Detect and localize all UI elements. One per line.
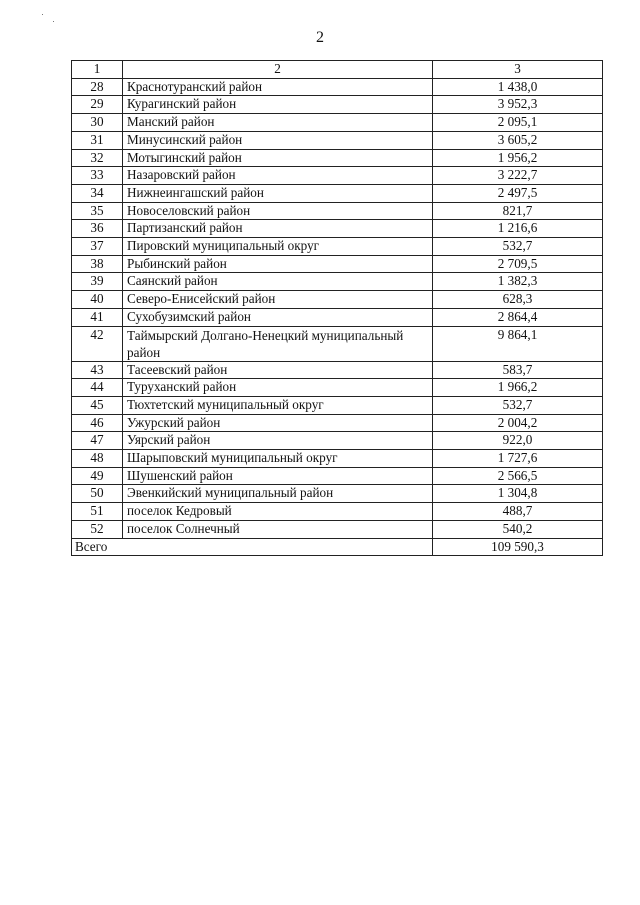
municipality-name: Мотыгинский район	[123, 149, 433, 167]
municipality-name: Минусинский район	[123, 131, 433, 149]
table-row	[72, 432, 603, 450]
row-number: 44	[72, 379, 123, 397]
allocation-value: 1 727,6	[433, 450, 603, 468]
table-row	[72, 131, 603, 149]
municipality-name: Новоселовский район	[123, 202, 433, 220]
allocation-value: 2 566,5	[433, 467, 603, 485]
row-number: 30	[72, 114, 123, 132]
total-label: Всего	[72, 538, 433, 556]
municipality-name: Ужурский район	[123, 414, 433, 432]
municipality-name: Сухобузимский район	[123, 308, 433, 326]
table-row	[72, 379, 603, 397]
municipality-name: Саянский район	[123, 273, 433, 291]
municipality-name: Шушенский район	[123, 467, 433, 485]
row-number: 48	[72, 450, 123, 468]
scan-speck	[53, 21, 54, 22]
municipality-name: Рыбинский район	[123, 255, 433, 273]
allocation-value: 540,2	[433, 520, 603, 538]
row-number: 35	[72, 202, 123, 220]
allocation-value: 2 004,2	[433, 414, 603, 432]
allocation-value: 3 605,2	[433, 131, 603, 149]
table-row	[72, 467, 603, 485]
municipality-name: Нижнеингашский район	[123, 184, 433, 202]
page-number: 2	[316, 29, 324, 46]
row-number: 50	[72, 485, 123, 503]
allocation-value: 583,7	[433, 361, 603, 379]
allocation-table	[71, 60, 603, 556]
table-row	[72, 450, 603, 468]
allocation-value: 532,7	[433, 238, 603, 256]
row-number: 46	[72, 414, 123, 432]
table-row	[72, 291, 603, 309]
row-number: 43	[72, 361, 123, 379]
column-header-number: 1	[72, 61, 123, 79]
allocation-value: 532,7	[433, 396, 603, 414]
scan-speck	[42, 14, 43, 15]
row-number: 34	[72, 184, 123, 202]
total-value: 109 590,3	[433, 538, 603, 556]
allocation-value: 2 709,5	[433, 255, 603, 273]
municipality-name: Тасеевский район	[123, 361, 433, 379]
municipality-name: Назаровский район	[123, 167, 433, 185]
column-header-value: 3	[433, 61, 603, 79]
allocation-value: 1 956,2	[433, 149, 603, 167]
row-number: 38	[72, 255, 123, 273]
row-number: 31	[72, 131, 123, 149]
allocation-value: 1 382,3	[433, 273, 603, 291]
municipality-name: Уярский район	[123, 432, 433, 450]
allocation-value: 9 864,1	[433, 326, 603, 361]
row-number: 28	[72, 78, 123, 96]
municipality-name: Манский район	[123, 114, 433, 132]
allocation-value: 2 864,4	[433, 308, 603, 326]
allocation-value: 821,7	[433, 202, 603, 220]
row-number: 51	[72, 503, 123, 521]
table-row	[72, 238, 603, 256]
row-number: 29	[72, 96, 123, 114]
row-number: 45	[72, 396, 123, 414]
row-number: 39	[72, 273, 123, 291]
row-number: 41	[72, 308, 123, 326]
table-row	[72, 255, 603, 273]
municipality-name: Шарыповский муниципальный округ	[123, 450, 433, 468]
allocation-value: 1 438,0	[433, 78, 603, 96]
total-row	[72, 538, 603, 556]
table-row	[72, 78, 603, 96]
municipality-name: поселок Кедровый	[123, 503, 433, 521]
table-row	[72, 308, 603, 326]
table-row	[72, 114, 603, 132]
table-row	[72, 414, 603, 432]
table-row	[72, 520, 603, 538]
row-number: 42	[72, 326, 123, 361]
municipality-name: Северо-Енисейский район	[123, 291, 433, 309]
row-number: 33	[72, 167, 123, 185]
row-number: 37	[72, 238, 123, 256]
table-row	[72, 273, 603, 291]
allocation-value: 1 216,6	[433, 220, 603, 238]
table-row	[72, 184, 603, 202]
table-row	[72, 326, 603, 361]
allocation-value: 3 952,3	[433, 96, 603, 114]
municipality-name: Эвенкийский муниципальный район	[123, 485, 433, 503]
row-number: 49	[72, 467, 123, 485]
table-header-row	[72, 61, 603, 79]
allocation-value: 1 304,8	[433, 485, 603, 503]
table-row	[72, 167, 603, 185]
row-number: 36	[72, 220, 123, 238]
table-row	[72, 149, 603, 167]
municipality-name: Краснотуранский район	[123, 78, 433, 96]
allocation-value: 628,3	[433, 291, 603, 309]
allocation-value: 488,7	[433, 503, 603, 521]
municipality-name: Курагинский район	[123, 96, 433, 114]
column-header-name: 2	[123, 61, 433, 79]
table-row	[72, 202, 603, 220]
table-row	[72, 361, 603, 379]
table-row	[72, 96, 603, 114]
row-number: 32	[72, 149, 123, 167]
table-row	[72, 503, 603, 521]
municipality-name: Тюхтетский муниципальный округ	[123, 396, 433, 414]
table-row	[72, 396, 603, 414]
allocation-value: 2 497,5	[433, 184, 603, 202]
allocation-value: 2 095,1	[433, 114, 603, 132]
municipality-name: Туруханский район	[123, 379, 433, 397]
municipality-name: поселок Солнечный	[123, 520, 433, 538]
row-number: 47	[72, 432, 123, 450]
table-row	[72, 220, 603, 238]
row-number: 52	[72, 520, 123, 538]
table-row	[72, 485, 603, 503]
allocation-value: 1 966,2	[433, 379, 603, 397]
row-number: 40	[72, 291, 123, 309]
municipality-name: Пировский муниципальный округ	[123, 238, 433, 256]
allocation-value: 3 222,7	[433, 167, 603, 185]
municipality-name: Партизанский район	[123, 220, 433, 238]
municipality-name: Таймырский Долгано-Ненецкий муниципальный район	[123, 326, 433, 361]
allocation-value: 922,0	[433, 432, 603, 450]
